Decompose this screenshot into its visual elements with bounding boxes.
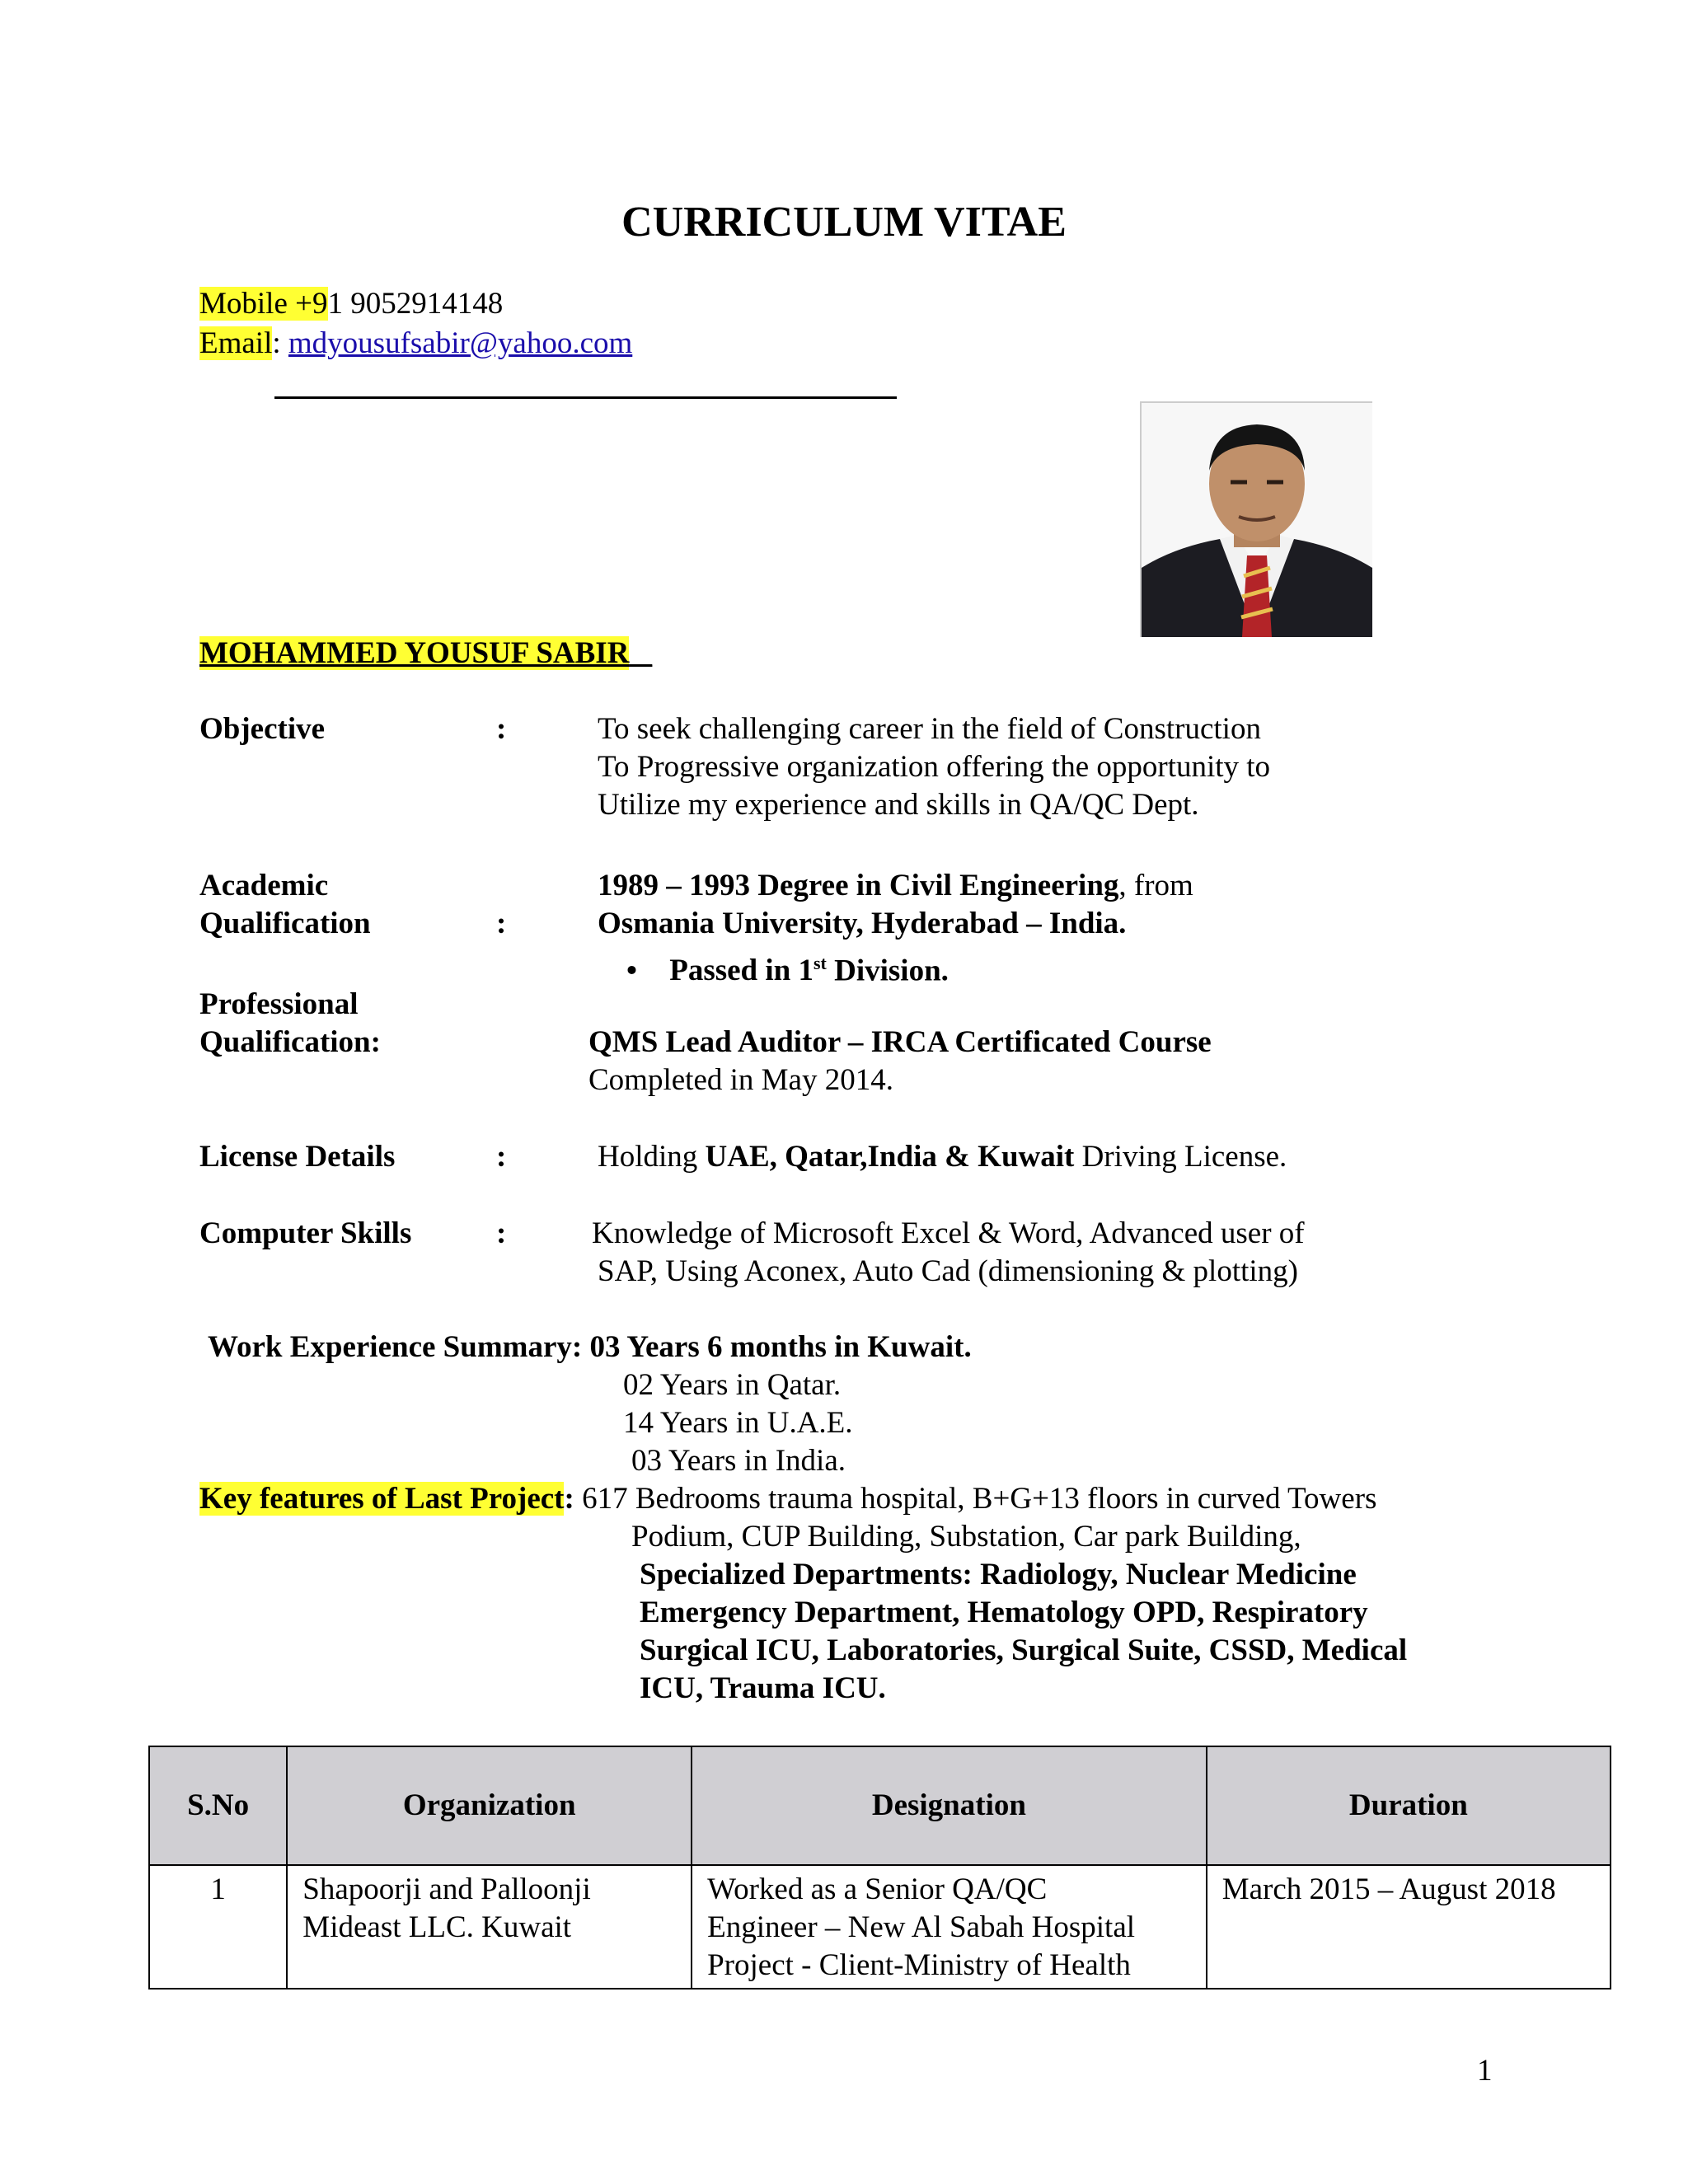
project-line-1 bbox=[199, 1480, 1376, 1518]
academic-label-1: Academic bbox=[199, 869, 329, 902]
license-countries: UAE, Qatar,India & Kuwait bbox=[705, 1140, 1075, 1174]
computer-colon: : bbox=[496, 1216, 507, 1250]
objective-line-3: Utilize my experience and skills in QA/QC Dept. bbox=[598, 788, 1199, 822]
experience-line bbox=[208, 1329, 972, 1366]
computer-line-1: Knowledge of Microsoft Excel & Word, Advanced user of bbox=[592, 1216, 1305, 1250]
project-text-2: Podium, CUP Building, Substation, Car park Building, bbox=[631, 1520, 1301, 1554]
email-colon: : bbox=[272, 326, 288, 360]
project-colon: : bbox=[564, 1482, 574, 1516]
cell-organization: Shapoorji and Palloonji Mideast LLC. Kuwait bbox=[287, 1865, 692, 1989]
name-suffix: _ bbox=[629, 636, 653, 670]
academic-colon: : bbox=[496, 907, 507, 940]
division-text-b: Division. bbox=[826, 954, 949, 988]
project-line-5: Surgical ICU, Laboratories, Surgical Suite, CSSD, Medical bbox=[640, 1633, 1408, 1667]
table-header-row bbox=[149, 1746, 1611, 1865]
header-duration: Duration bbox=[1207, 1746, 1611, 1865]
email-link[interactable]: mdyousufsabir@yahoo.com bbox=[288, 326, 633, 360]
experience-uae: 14 Years in U.A.E. bbox=[623, 1406, 853, 1440]
mobile-line bbox=[199, 285, 503, 323]
academic-label-2: Qualification bbox=[199, 907, 371, 940]
professional-label-1: Professional bbox=[199, 987, 359, 1021]
project-text-1: 617 Bedrooms trauma hospital, B+G+13 floors in curved Towers bbox=[574, 1482, 1377, 1516]
email-label: Email bbox=[199, 326, 273, 360]
bullet-dot-icon: • bbox=[626, 954, 637, 988]
division-text-a: Passed in 1 bbox=[669, 954, 814, 988]
experience-label: Work Experience Summary: bbox=[208, 1330, 583, 1364]
portrait-icon bbox=[1142, 403, 1372, 637]
page-number: 1 bbox=[1477, 2054, 1493, 2088]
document-title: CURRICULUM VITAE bbox=[621, 199, 1067, 246]
candidate-name: MOHAMMED YOUSUF SABIR bbox=[199, 636, 630, 670]
license-post: Driving License. bbox=[1074, 1140, 1287, 1174]
project-line-3: Specialized Departments: Radiology, Nuclear Medicine bbox=[640, 1558, 1357, 1591]
header-organization: Organization bbox=[287, 1746, 692, 1865]
division-sup: st bbox=[813, 953, 827, 973]
academic-bullet bbox=[626, 944, 949, 990]
professional-label-2: Qualification: bbox=[199, 1025, 381, 1059]
profile-photo bbox=[1140, 401, 1372, 637]
cell-designation: Worked as a Senior QA/QC Engineer – New Al Sabah Hospital Project - Client-Ministry of Health bbox=[692, 1865, 1207, 1989]
license-label: License Details bbox=[199, 1140, 396, 1174]
objective-line-2: To Progressive organization offering the opportunity to bbox=[598, 750, 1271, 784]
cell-duration: March 2015 – August 2018 bbox=[1207, 1865, 1611, 1989]
table-row bbox=[149, 1865, 1611, 1989]
academic-line-1 bbox=[598, 867, 1193, 905]
project-line-2 bbox=[631, 1518, 1301, 1556]
cell-sno: 1 bbox=[149, 1865, 287, 1989]
contact-divider bbox=[274, 396, 897, 399]
objective-colon: : bbox=[496, 712, 507, 746]
mobile-label: Mobile +9 bbox=[199, 287, 328, 321]
project-line-4: Emergency Department, Hematology OPD, Respiratory bbox=[640, 1596, 1368, 1629]
computer-line-2: SAP, Using Aconex, Auto Cad (dimensioning & plotting) bbox=[598, 1254, 1298, 1288]
experience-india: 03 Years in India. bbox=[631, 1444, 846, 1478]
degree-from: , from bbox=[1118, 869, 1193, 902]
academic-line-2: Osmania University, Hyderabad – India. bbox=[598, 907, 1127, 940]
professional-line-1: QMS Lead Auditor – IRCA Certificated Course bbox=[588, 1025, 1212, 1059]
experience-kuwait: 03 Years 6 months in Kuwait. bbox=[582, 1330, 972, 1364]
project-line-6: ICU, Trauma ICU. bbox=[640, 1671, 886, 1705]
mobile-number: 1 9052914148 bbox=[327, 287, 504, 321]
objective-label: Objective bbox=[199, 712, 326, 746]
experience-qatar: 02 Years in Qatar. bbox=[623, 1368, 842, 1402]
license-colon: : bbox=[496, 1140, 507, 1174]
email-line bbox=[199, 325, 632, 363]
experience-table bbox=[148, 1746, 1611, 1990]
header-sno: S.No bbox=[149, 1746, 287, 1865]
professional-line-2: Completed in May 2014. bbox=[588, 1063, 893, 1097]
candidate-name-line bbox=[199, 635, 652, 673]
computer-label: Computer Skills bbox=[199, 1216, 412, 1250]
project-label: Key features of Last Project bbox=[199, 1482, 565, 1516]
degree-text: 1989 – 1993 Degree in Civil Engineering bbox=[598, 869, 1119, 902]
license-line bbox=[598, 1138, 1287, 1176]
objective-line-1: To seek challenging career in the field of Construction bbox=[598, 712, 1261, 746]
license-pre: Holding bbox=[598, 1140, 706, 1174]
header-designation: Designation bbox=[692, 1746, 1207, 1865]
